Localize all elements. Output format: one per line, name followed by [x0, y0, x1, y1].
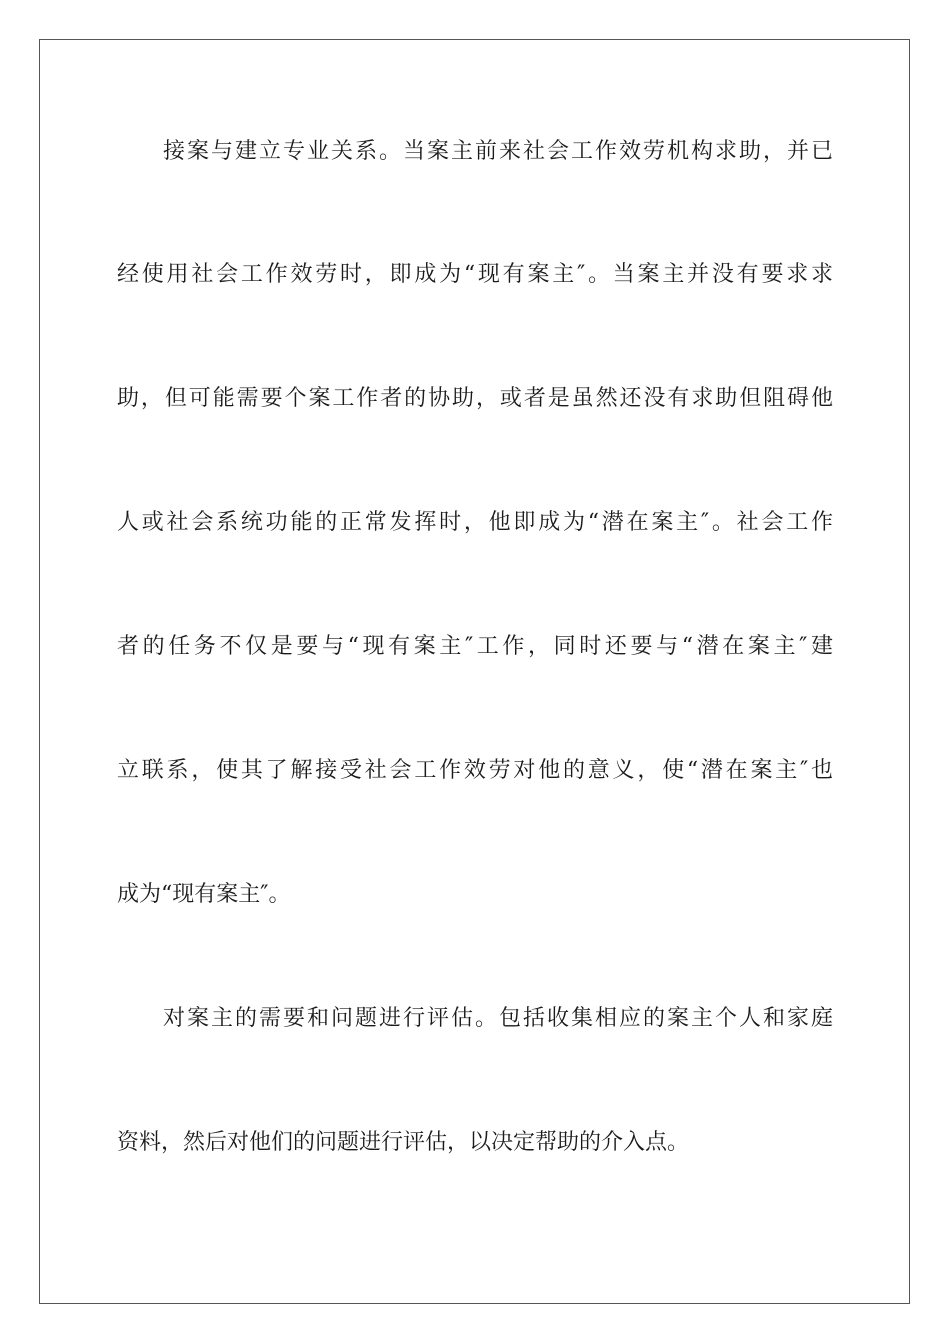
paragraph-2-line-1: 对案主的需要和问题进行评估。包括收集相应的案主个人和家庭 — [163, 1006, 833, 1031]
paragraph-1-line-1: 接案与建立专业关系。当案主前来社会工作效劳机构求助，并已 — [163, 139, 833, 164]
paragraph-1-line-4: 人或社会系统功能的正常发挥时，他即成为“潜在案主″。社会工作 — [117, 510, 833, 535]
paragraph-1-line-6: 立联系，使其了解接受社会工作效劳对他的意义，使“潜在案主″也 — [117, 758, 833, 783]
paragraph-2-line-2: 资料，然后对他们的问题进行评估，以决定帮助的介入点。 — [117, 1130, 690, 1155]
paragraph-1-line-5: 者的任务不仅是要与“现有案主″工作，同时还要与“潜在案主″建 — [117, 634, 833, 659]
paragraph-1-line-7: 成为“现有案主″。 — [117, 882, 291, 907]
paragraph-1-line-2: 经使用社会工作效劳时，即成为“现有案主″。当案主并没有要求求 — [117, 262, 833, 287]
paragraph-1-line-3: 助，但可能需要个案工作者的协助，或者是虽然还没有求助但阻碍他 — [117, 386, 833, 411]
page-border — [39, 39, 910, 1304]
